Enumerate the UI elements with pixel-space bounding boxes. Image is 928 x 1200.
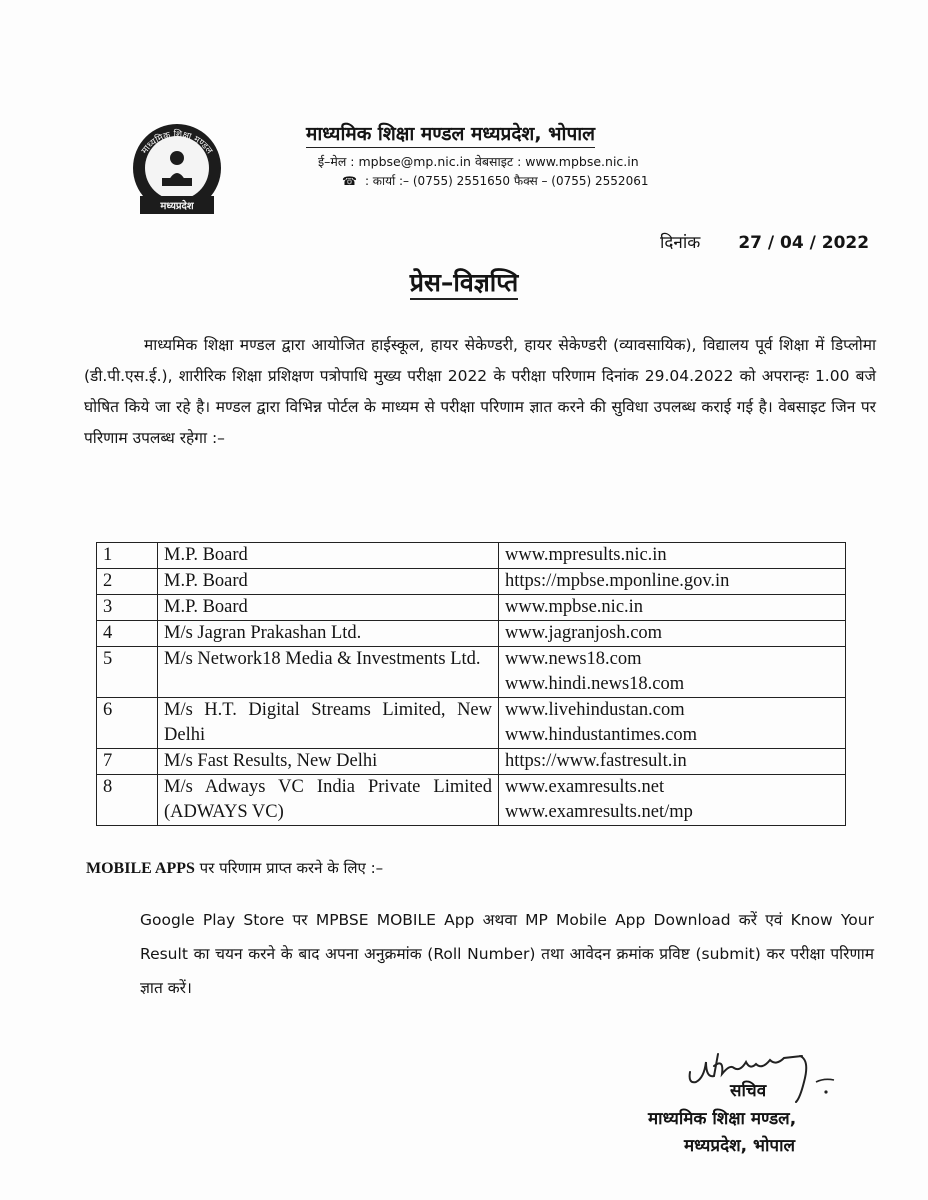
date-value: 27 / 04 / 2022 (738, 233, 870, 253)
website-url: https://mpbse.mponline.gov.in (505, 571, 730, 591)
organization-name: M.P. Board (158, 595, 499, 621)
mobile-apps-heading-bold: MOBILE APPS (86, 860, 195, 877)
table-row (97, 543, 846, 569)
organization-name: M/s Jagran Prakashan Ltd. (158, 621, 499, 647)
seal-caption: मध्यप्रदेश (160, 201, 194, 212)
row-number: 5 (97, 647, 158, 698)
telephone-icon: ☎ (342, 174, 357, 188)
organization-name: M/s Fast Results, New Delhi (158, 749, 499, 775)
table-row (97, 775, 846, 826)
mobile-apps-heading (86, 858, 383, 878)
website-cell (499, 749, 846, 775)
press-release-title-text: प्रेस–विज्ञप्ति (410, 268, 518, 300)
announcement-paragraph: माध्यमिक शिक्षा मण्डल द्वारा आयोजित हाईस्कूल, हायर सेकेण्डरी, हायर सेकेण्डरी (व्यावसायिक), विद्यालय पूर्व शिक्षा में डिप्लोमा (डी.पी.एस.ई.), शारीरिक शिक्षा प्रशिक्षण पत्रोपाधि मुख्य परीक्षा 2022 के परीक्षा परिणाम दिनांक 29.04.2022 को अपरान्हः 1.00 बजे घोषित किये जा रहे है। मण्डल द्वारा विभिन्न पोर्टल के माध्यम से परीक्षा परिणाम ज्ञात करने की सुविधा उपलब्ध कराई गई है। वेबसाइट जिन पर परिणाम उपलब्ध रहेगा :– (84, 336, 876, 447)
website-url: www.hindustantimes.com (505, 725, 698, 745)
table-row (97, 749, 846, 775)
website-url: www.hindi.news18.com (505, 674, 685, 694)
website-url: www.news18.com (505, 649, 642, 669)
website-cell (499, 595, 846, 621)
board-seal-logo (126, 120, 228, 216)
row-number: 3 (97, 595, 158, 621)
row-number: 4 (97, 621, 158, 647)
table-row (97, 569, 846, 595)
row-number: 1 (97, 543, 158, 569)
seal-ring-text: माध्यमिक शिक्षा मण्डल (140, 129, 215, 157)
row-number: 2 (97, 569, 158, 595)
website-cell (499, 775, 846, 826)
organization-name: M.P. Board (158, 569, 499, 595)
phone-fax-text: : कार्या :– (0755) 2551650 फैक्स – (0755) 2552061 (364, 174, 649, 188)
letterhead-email-website: ई–मेल : mpbse@mp.nic.in वेबसाइट : www.mpbse.nic.in (318, 154, 639, 169)
mobile-apps-instructions: Google Play Store पर MPBSE MOBILE App अथवा MP Mobile App Download करें एवं Know Your Result का चयन करने के बाद अपना अनुक्रमांक (Roll Number) तथा आवेदन क्रमांक प्रविष्ट (submit) कर परीक्षा परिणाम ज्ञात करें। (140, 911, 874, 997)
website-cell (499, 621, 846, 647)
organization-name: M/s Adways VC India Private Limited (ADWAYS VC) (158, 775, 499, 826)
row-number: 7 (97, 749, 158, 775)
website-cell (499, 698, 846, 749)
press-release-title (0, 265, 928, 299)
website-url: www.examresults.net/mp (505, 802, 693, 822)
result-websites-table (96, 542, 846, 826)
website-cell (499, 647, 846, 698)
website-url: https://www.fastresult.in (505, 751, 687, 771)
signatory-title: सचिव (730, 1081, 767, 1101)
table-row (97, 621, 846, 647)
signatory-location: मध्यप्रदेश, भोपाल (684, 1136, 795, 1156)
date-label: दिनांक (660, 233, 701, 253)
website-url: www.jagranjosh.com (505, 623, 663, 643)
row-number: 6 (97, 698, 158, 749)
mobile-apps-heading-rest: पर परिणाम प्राप्त करने के लिए :– (194, 859, 384, 877)
website-cell (499, 543, 846, 569)
website-url: www.livehindustan.com (505, 700, 685, 720)
table-row (97, 595, 846, 621)
organization-name: M/s Network18 Media & Investments Ltd. (158, 647, 499, 698)
table-row (97, 647, 846, 698)
organization-name: M.P. Board (158, 543, 499, 569)
row-number: 8 (97, 775, 158, 826)
website-cell (499, 569, 846, 595)
website-url: www.examresults.net (505, 777, 665, 797)
date-line (660, 230, 869, 253)
letterhead-title: माध्यमिक शिक्षा मण्डल मध्यप्रदेश, भोपाल (306, 120, 595, 148)
website-url: www.mpbse.nic.in (505, 597, 644, 617)
website-url: www.mpresults.nic.in (505, 545, 667, 565)
signatory-office: माध्यमिक शिक्षा मण्डल, (648, 1109, 797, 1129)
table-row (97, 698, 846, 749)
letterhead-phone-fax (342, 172, 648, 189)
organization-name: M/s H.T. Digital Streams Limited, New Delhi (158, 698, 499, 749)
